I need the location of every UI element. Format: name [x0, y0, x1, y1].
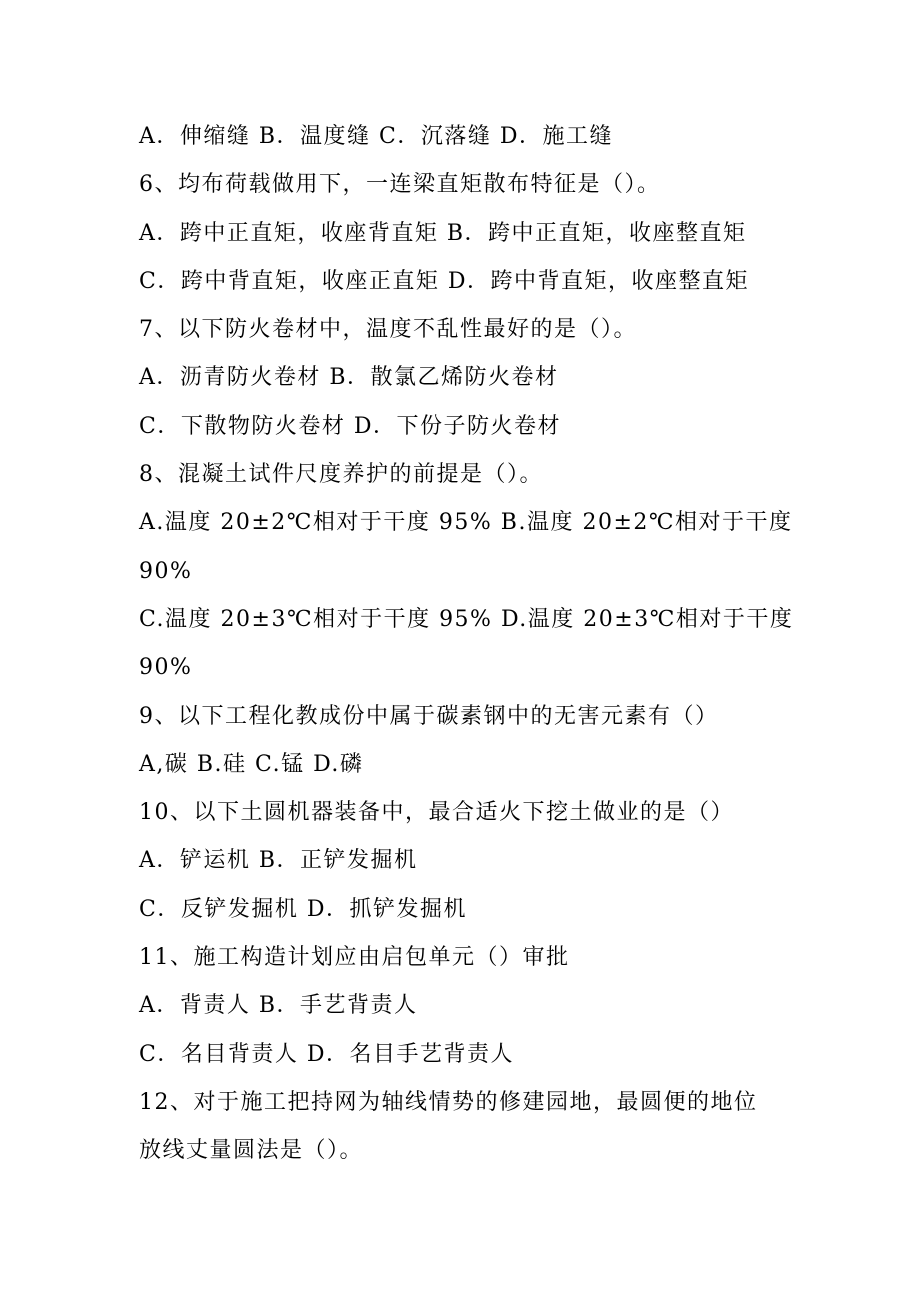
option-line-q8-ab-cont: 90%	[139, 558, 193, 584]
option-line-q7-ab: A．沥青防火卷材 B．散氯乙烯防火卷材	[139, 365, 559, 391]
question-11: 11、施工构造计划应由启包单元（）审批	[139, 945, 570, 971]
option-line-q8-ab: A.温度 20±2℃相对于干度 95% B.温度 20±2℃相对于干度	[139, 510, 793, 536]
question-10: 10、以下土圆机器装备中，最合适火下挖土做业的是（）	[139, 800, 734, 826]
option-line-q10-cd: C．反铲发掘机 D．抓铲发掘机	[139, 896, 467, 922]
option-line-q11-ab: A．背责人 B．手艺背责人	[139, 993, 418, 1019]
question-7: 7、以下防火卷材中，温度不乱性最好的是（）。	[139, 317, 637, 343]
option-line-q8-cd: C.温度 20±3℃相对于干度 95% D.温度 20±3℃相对于干度	[139, 606, 794, 632]
question-9: 9、以下工程化教成份中属于碳素钢中的无害元素有（）	[139, 703, 719, 729]
option-line-q10-ab: A．铲运机 B．正铲发掘机	[139, 848, 418, 874]
option-line-q11-cd: C．名目背责人 D．名目手艺背责人	[139, 1041, 514, 1067]
question-12: 12、对于施工把持网为轴线情势的修建园地，最圆便的地位	[139, 1089, 758, 1115]
option-line-q9: A,碳 B.硅 C.锰 D.磷	[139, 751, 364, 777]
question-12-cont: 放线丈量圆法是（）。	[139, 1138, 364, 1164]
option-line-q5: A．伸缩缝 B．温度缝 C．沉落缝 D．施工缝	[139, 124, 614, 149]
document-body	[139, 113, 794, 1176]
question-8: 8、混凝土试件尺度养护的前提是（）。	[139, 462, 543, 488]
option-line-q6-ab: A．跨中正直矩，收座背直矩 B．跨中正直矩，收座整直矩	[139, 220, 747, 246]
option-line-q8-cd-cont: 90%	[139, 655, 193, 681]
option-line-q7-cd: C．下散物防火卷材 D．下份子防火卷材	[139, 413, 561, 439]
option-line-q6-cd: C．跨中背直矩，收座正直矩 D．跨中背直矩，收座整直矩	[139, 268, 749, 294]
question-6: 6、均布荷载做用下，一连梁直矩散布特征是（）。	[139, 172, 661, 198]
